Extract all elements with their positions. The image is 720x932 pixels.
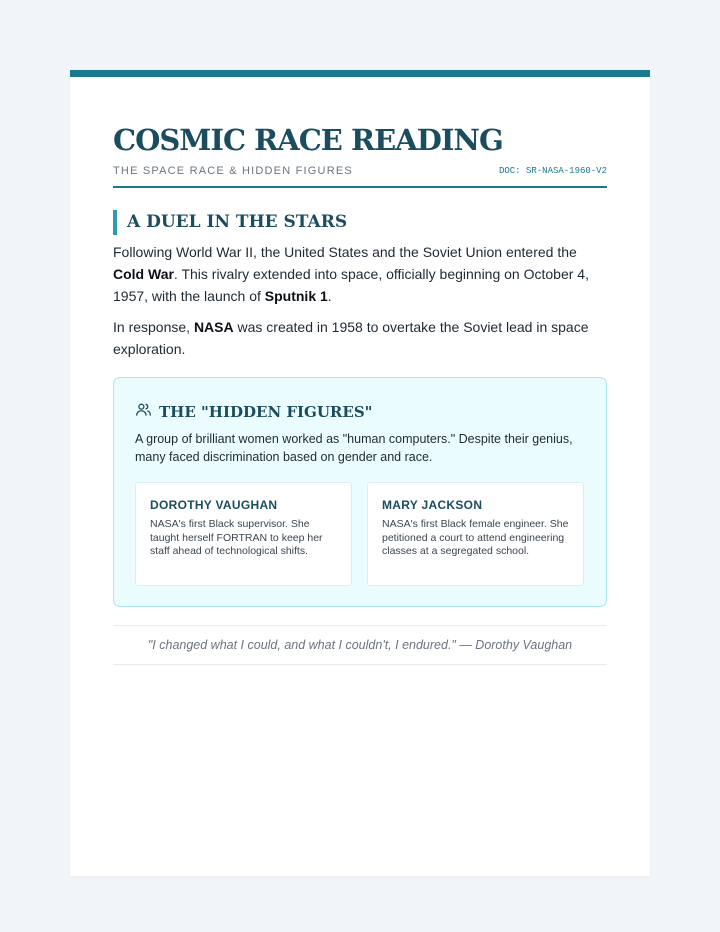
header-divider [113, 186, 607, 188]
section-heading: A DUEL IN THE STARS [113, 210, 347, 235]
paragraph-nasa: In response, NASA was created in 1958 to overtake the Soviet lead in space exploration. [113, 319, 589, 357]
emphasis-term: Sputnik 1 [264, 288, 328, 304]
profile-description: NASA's first Black supervisor. She taught herself FORTRAN to keep her staff ahead of technological shifts. [150, 518, 323, 557]
emphasis-term: Cold War [113, 266, 174, 282]
document-code: DOC: SR-NASA-1960-V2 [498, 166, 607, 176]
document-page [70, 70, 650, 876]
callout-title: THE "HIDDEN FIGURES" [159, 403, 373, 421]
profile-card-dorothy-vaughan [135, 482, 352, 586]
hidden-figures-callout [113, 377, 607, 607]
profile-card-mary-jackson [367, 482, 584, 586]
pull-quote: "I changed what I could, and what I couldn't, I endured." — Dorothy Vaughan [113, 625, 607, 665]
emphasis-term: NASA [193, 319, 234, 335]
document-subtitle: THE SPACE RACE & HIDDEN FIGURES [113, 165, 353, 177]
callout-text: A group of brilliant women worked as "human computers." Despite their genius, many faced discrimination based on gender and race. [135, 432, 573, 464]
profile-name: MARY JACKSON [382, 498, 483, 512]
document-title: COSMIC RACE READING [113, 123, 503, 157]
users-icon [135, 401, 152, 423]
profile-name: DOROTHY VAUGHAN [150, 498, 278, 512]
profile-description: NASA's first Black female engineer. She petitioned a court to attend engineering classes at a segregated school. [382, 518, 569, 557]
callout-header [135, 402, 372, 422]
paragraph-cold-war: Following World War II, the United States and the Soviet Union entered the Cold War. This rivalry extended into space, officially beginning on October 4, 1957, with the launch of Sputnik 1. [113, 244, 589, 304]
